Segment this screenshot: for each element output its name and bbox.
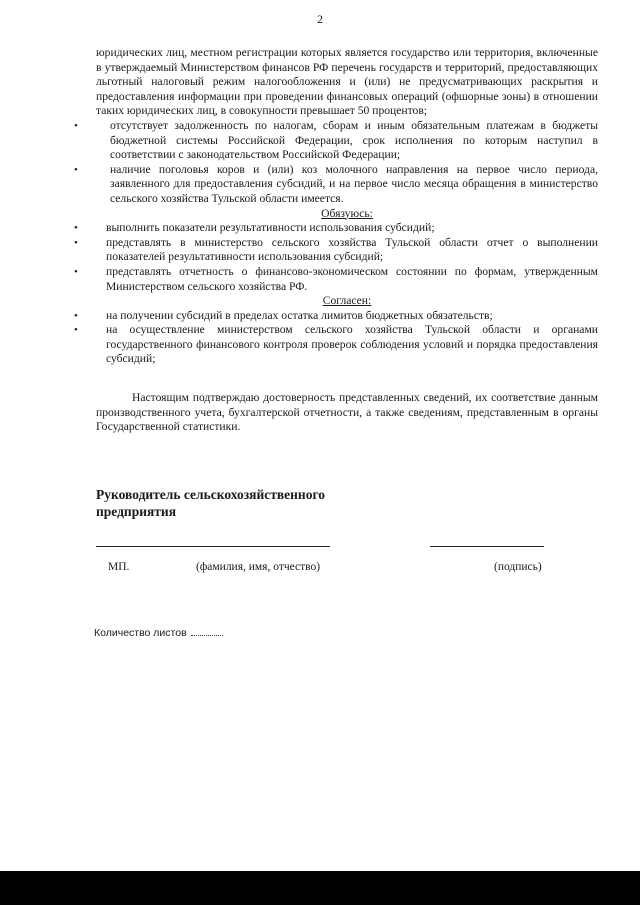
condition-text: наличие поголовья коров и (или) коз молочного направления на первое число периода, заявленного для предоставления субсидий, и на первое число месяца обращения в министерство сельского хозяйства Тульской области имеется. bbox=[110, 162, 598, 205]
condition-text: отсутствует задолженность по налогам, сборам и иным обязательным платежам в бюджеты бюджетной системы Российской Федерации, срок исполнения по которым наступил в соответствии с законодательством Российской Федерации; bbox=[110, 118, 598, 162]
list-item bbox=[74, 118, 598, 163]
list-item bbox=[74, 323, 598, 367]
obligations-heading: Обязуюсь: bbox=[321, 206, 373, 220]
obligation-text: представлять отчетность о финансово-экономическом состоянии по формам, утвержденным Министерством сельского хозяйства РФ. bbox=[106, 264, 598, 293]
list-item bbox=[74, 308, 598, 324]
signer-title-line-1: Руководитель сельскохозяйственного bbox=[96, 487, 326, 502]
bullet-icon: • bbox=[74, 236, 78, 249]
scan-edge-bar bbox=[0, 871, 640, 905]
sheets-label: Количество листов bbox=[94, 627, 187, 639]
obligation-text: выполнить показатели результативности использования субсидий; bbox=[106, 221, 435, 235]
bullet-icon: • bbox=[74, 163, 78, 176]
consent-list bbox=[74, 308, 598, 367]
bullet-icon: • bbox=[74, 222, 78, 235]
obligations-list bbox=[74, 221, 598, 294]
signature-line bbox=[430, 546, 544, 547]
conditions-list bbox=[74, 118, 598, 207]
page-number: 2 bbox=[317, 12, 323, 26]
document-body bbox=[74, 46, 598, 446]
bullet-icon: • bbox=[74, 119, 78, 132]
obligation-text: представлять в министерство сельского хозяйства Тульской области отчет о выполнении показателей результативности использования субсидий; bbox=[106, 235, 598, 264]
list-item bbox=[74, 221, 598, 236]
list-item bbox=[74, 162, 598, 207]
sheets-count bbox=[94, 626, 223, 639]
consent-text: на получении субсидий в пределах остатка лимитов бюджетных обязательств; bbox=[106, 308, 493, 322]
stamp-label: МП. bbox=[108, 561, 130, 573]
closing-statement: Настоящим подтверждаю достоверность представленных сведений, их соответствие данным производственного учета, бухгалтерской отчетности, а также сведениям, представленным в органы Государственной статистики. bbox=[96, 391, 598, 434]
bullet-icon: • bbox=[74, 309, 78, 322]
name-label: (фамилия, имя, отчество) bbox=[196, 561, 321, 573]
consent-heading: Согласен: bbox=[322, 294, 372, 308]
intro-continuation: юридических лиц, местном регистрации которых является государство или территория, включенные в утверждаемый Министерством финансов РФ перечень государств и территорий, предоставляющих льготный налоговый режим налогообложения и (или) не предусматривающих раскрытия и предоставления информации при проведении финансовых операций (офшорные зоны) в отношении таких юридических лиц, в совокупности превышает 50 процентов; bbox=[96, 46, 598, 118]
list-item bbox=[74, 264, 598, 294]
signer-title-line-2: предприятия bbox=[96, 504, 177, 519]
bullet-icon: • bbox=[74, 324, 78, 337]
sign-label: (подпись) bbox=[494, 561, 542, 573]
consent-text: на осуществление министерством сельского хозяйства Тульской области и органами государственного финансового контроля проверок соблюдения условий и порядка предоставления субсидий; bbox=[106, 323, 598, 366]
sheets-blank-field bbox=[191, 626, 223, 636]
list-item bbox=[74, 235, 598, 265]
signer-title bbox=[96, 486, 416, 520]
bullet-icon: • bbox=[74, 265, 78, 278]
name-signature-line bbox=[96, 546, 330, 547]
